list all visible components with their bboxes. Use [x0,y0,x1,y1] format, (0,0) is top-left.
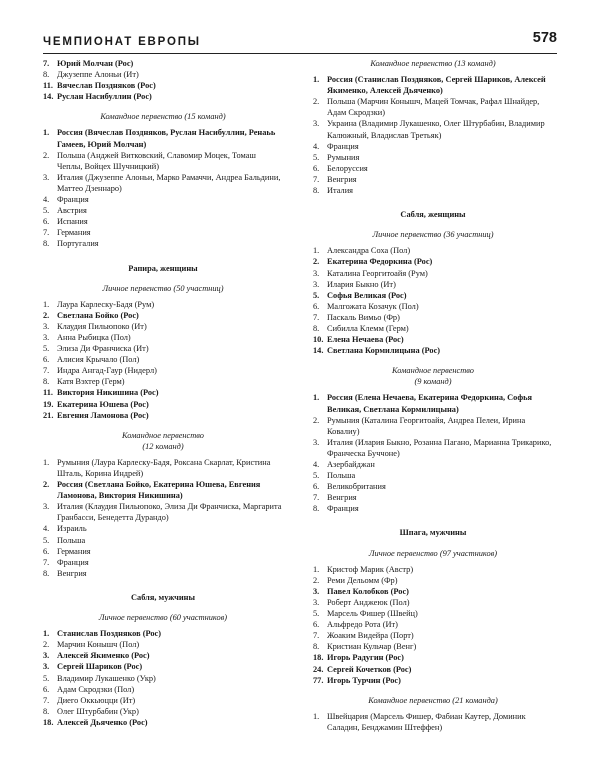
place-number: 3. [313,586,320,596]
result-text: Олег Штурбабин (Укр) [57,706,139,716]
result-text: Роберт Анджеюк (Пол) [327,597,410,607]
result-text: Индра Ангад-Гаур (Нидерл) [57,366,157,376]
result-text: Элиза Ди Франчиска (Ит) [57,344,149,354]
result-item [313,586,553,597]
result-text: Франция [327,141,359,151]
result-text: Польша (Анджей Витковский, Славомир Моцек, Томаш Чеплы, Войцех Шучницкий) [57,150,256,171]
result-item [313,711,553,733]
result-text: Румыния (Каталина Георгитоайя, Андреа Пелеи, Ирина Ковалиу) [327,415,526,436]
result-text: Катя Вэхтер (Герм) [57,377,125,387]
result-item [43,535,283,546]
result-item [43,69,283,80]
result-item [313,301,553,312]
result-text: Италия (Джузеппе Алоньи, Марко Рамаччи, Андреа Бальдини, Маттео Дзеннаро) [57,172,281,193]
place-number: 1. [313,246,320,256]
place-number: 6. [43,217,50,227]
result-item [43,557,283,568]
place-number: 2. [313,257,320,267]
result-item [43,310,283,321]
result-text: Румыния (Лаура Карлеску-Бадя, Роксана Скарлат, Кристина Шталь, Корина Индрей) [57,457,271,478]
result-item [43,387,283,398]
place-number: 7. [313,312,320,322]
place-number: 7. [43,557,50,567]
section-subtitle: Личное первенство (36 участниц) [372,230,494,240]
place-number: 5. [313,471,320,481]
result-item [313,323,553,334]
place-number: 3. [43,172,50,182]
result-text: Лаура Карлеску-Бадя (Рум) [57,299,155,309]
result-item [313,279,553,290]
result-item [43,91,283,102]
result-text: Руслан Насибуллин (Рос) [57,92,152,102]
result-item [43,457,283,479]
result-item [313,470,553,481]
place-number: 2. [43,150,50,160]
result-text: Светлана Кормилицына (Рос) [327,346,441,356]
place-number: 1. [313,564,320,574]
place-number: 5. [43,535,50,545]
section-subtitle: Командное первенство [122,430,204,440]
place-number: 2. [43,640,50,650]
result-text: Марчин Конышч (Пол) [57,640,140,650]
result-item [43,399,283,410]
place-number: 18. [43,717,54,727]
result-item [313,268,553,279]
place-number: 6. [43,546,50,556]
result-text: Италия (Илария Быкно, Розанна Пагано, Марианна Трикарико, Франческа Буччоне) [327,437,552,458]
result-item [313,597,553,608]
result-text: Виктория Никишина (Рос) [57,388,159,398]
place-number: 1. [313,75,320,85]
place-number: 7. [313,493,320,503]
result-text: Станислав Поздняков (Рос) [57,629,162,639]
result-text: Германия [57,228,91,238]
result-item [313,564,553,575]
place-number: 18. [313,653,324,663]
place-number: 4. [43,524,50,534]
result-item [313,185,553,196]
result-item [313,141,553,152]
result-item [313,503,553,514]
results-list [43,628,283,728]
result-text: Юрий Молчан (Рос) [57,59,134,68]
place-number: 6. [313,163,320,173]
result-text: Алексей Якименко (Рос) [57,651,150,661]
results-list [43,457,283,579]
result-item [43,127,283,149]
result-text: Паскаль Вимьо (Фр) [327,312,400,322]
section-title: Рапира, женщины [128,263,198,273]
result-item [43,706,283,717]
result-text: Каталина Георгитоайя (Рум) [327,268,428,278]
place-number: 2. [313,415,320,425]
result-text: Польша [57,535,86,545]
place-number: 5. [313,152,320,162]
result-item [43,194,283,205]
place-number: 3. [313,597,320,607]
results-list [43,299,283,421]
result-text: Софья Великая (Рос) [327,290,407,300]
result-item [313,630,553,641]
place-number: 8. [43,706,50,716]
place-number: 4. [43,195,50,205]
results-list [313,392,553,514]
place-number: 24. [313,664,324,674]
place-number: 7. [43,366,50,376]
place-number: 3. [313,279,320,289]
result-text: Евгения Ламонова (Рос) [57,410,149,420]
result-item [43,216,283,227]
page-header [43,30,557,52]
place-number: 6. [313,301,320,311]
result-text: Азербайджан [327,460,375,469]
place-number: 8. [313,642,320,652]
result-item [43,365,283,376]
result-item [43,376,283,387]
result-text: Россия (Станислав Поздняков, Сергей Шариков, Алексей Якименко, Алексей Дьяченко) [327,75,546,96]
result-item [313,290,553,301]
result-text: Марсель Фишер (Швейц) [327,609,418,619]
result-text: Кристиан Кульчар (Венг) [327,642,417,652]
place-number: 6. [43,355,50,365]
result-text: Венгрия [57,568,87,578]
result-item [43,58,283,69]
place-number: 6. [313,482,320,492]
result-item [43,343,283,354]
results-list [43,58,283,102]
place-number: 5. [43,673,50,683]
result-text: Португалия [57,239,99,249]
place-number: 1. [313,393,320,403]
result-item [313,459,553,470]
result-text: Польша (Марчин Конышч, Мацей Томчак, Рафал Шнайдер, Адам Скродзки) [327,97,540,118]
result-text: Малгожата Козачук (Пол) [327,301,419,311]
result-item [313,415,553,437]
result-item [43,717,283,728]
place-number: 14. [43,92,54,102]
result-item [313,152,553,163]
section-subtitle: Личное первенство (50 участниц) [102,283,224,293]
place-number: 4. [313,460,320,469]
place-number: 6. [43,684,50,694]
place-number: 7. [313,631,320,641]
result-text: Анна Рыбицка (Пол) [57,332,131,342]
result-item [43,568,283,579]
result-item [313,345,553,356]
result-item [43,205,283,216]
result-item [43,354,283,365]
place-number: 3. [43,651,50,661]
section-title: Сабля, женщины [400,210,466,220]
results-list [313,564,553,686]
result-item [43,695,283,706]
result-text: Екатерина Федоркина (Рос) [327,257,433,267]
result-item [313,664,553,675]
result-item [313,675,553,686]
result-text: Израиль [57,524,87,534]
place-number: 3. [43,321,50,331]
place-number: 3. [43,502,50,512]
result-text: Италия [327,186,354,196]
result-text: Игорь Радугин (Рос) [327,653,404,663]
result-text: Венгрия [327,174,357,184]
place-number: 5. [43,206,50,216]
result-text: Владимир Лукашенко (Укр) [57,673,156,683]
result-item [313,392,553,414]
result-text: Россия (Вячеслав Поздняков, Руслан Насибуллин, Ренаьь Гамеев, Юрий Молчан) [57,128,276,149]
result-text: Вячеслав Поздняков (Рос) [57,81,156,91]
result-item [43,628,283,639]
result-item [43,321,283,332]
place-number: 3. [43,662,50,672]
result-item [313,174,553,185]
result-text: Россия (Елена Нечаева, Екатерина Федоркина, Софья Великая, Светлана Кормилицына) [327,393,533,414]
place-number: 2. [313,97,320,107]
result-item [43,661,283,672]
place-number: 8. [43,377,50,387]
result-item [43,150,283,172]
result-item [313,437,553,459]
right-column [313,58,553,733]
section-subtitle: Командное первенство (15 команд) [100,112,226,122]
result-text: Германия [57,546,91,556]
result-text: Илария Быкно (Ит) [327,279,396,289]
result-text: Сергей Кочетков (Рос) [327,664,412,674]
result-item [313,163,553,174]
left-column [43,58,283,728]
place-number: 3. [43,332,50,342]
place-number: 5. [43,344,50,354]
result-text: Великобритания [327,482,386,492]
result-item [43,546,283,557]
result-text: Диего Оккьюцци (Ит) [57,695,136,705]
result-item [313,96,553,118]
section-subtitle: Командное первенство [392,366,474,376]
result-item [43,650,283,661]
result-item [43,172,283,194]
result-item [313,619,553,630]
result-text: Игорь Турчин (Рос) [327,675,401,685]
result-text: Реми Дельомм (Фр) [327,575,398,585]
results-list [43,127,283,249]
place-number: 5. [313,609,320,619]
result-text: Павел Колобков (Рос) [327,586,409,596]
result-text: Украина (Владимир Лукашенко, Олег Штурбабин, Владимир Калюжный, Владислав Третьяк) [327,119,545,140]
result-item [313,652,553,663]
result-text: Алисия Крычало (Пол) [57,355,140,365]
result-text: Елена Нечаева (Рос) [327,335,404,345]
result-text: Польша [327,471,356,481]
place-number: 8. [313,186,320,196]
section-subtitle: (12 команд) [142,441,184,451]
result-item [43,673,283,684]
result-text: Франция [57,195,89,205]
place-number: 7. [43,695,50,705]
result-item [43,501,283,523]
place-number: 2. [43,480,50,490]
result-item [43,80,283,91]
results-list [313,711,553,733]
place-number: 6. [313,620,320,630]
result-item [313,334,553,345]
place-number: 21. [43,410,54,420]
place-number: 1. [43,629,50,639]
results-list [313,245,553,356]
result-text: Екатерина Юшева (Рос) [57,399,149,409]
result-text: Франция [327,504,359,514]
place-number: 19. [43,399,54,409]
result-text: Александра Соха (Пол) [327,246,411,256]
section-subtitle: Личное первенство (60 участников) [98,613,228,623]
place-number: 1. [43,457,50,467]
result-text: Алексей Дьяченко (Рос) [57,717,148,727]
result-text: Клаудия Пильюпоко (Ит) [57,321,147,331]
place-number: 7. [43,59,50,68]
result-item [313,492,553,503]
result-text: Белоруссия [327,163,368,173]
result-text: Швейцария (Марсель Фишер, Фабиан Каутер, Доминик Саладин, Бенджамин Штеффен) [327,711,526,732]
result-text: Адам Скродзки (Пол) [57,684,135,694]
page-number: 578 [532,30,557,46]
place-number: 1. [313,711,320,721]
place-number: 8. [313,504,320,514]
section-title: Шпага, мужчины [399,528,467,538]
place-number: 2. [313,575,320,585]
result-item [43,299,283,310]
result-item [313,256,553,267]
place-number: 8. [43,568,50,578]
result-text: Венгрия [327,493,357,503]
result-item [43,410,283,421]
place-number: 2. [43,310,50,320]
result-item [313,641,553,652]
result-text: Испания [57,217,88,227]
result-item [43,238,283,249]
result-text: Италия (Клаудия Пильюпоко, Элиза Ди Франчиска, Маргарита Гранбасси, Бенедетта Дурандо) [57,502,282,523]
result-text: Кристоф Марик (Австр) [327,564,414,574]
results-list [313,74,553,196]
place-number: 3. [313,119,320,129]
result-text: Сибилла Клемм (Герм) [327,323,409,333]
section-subtitle: Командное первенство (21 команда) [368,695,498,705]
result-item [313,118,553,140]
result-item [43,639,283,650]
place-number: 8. [313,323,320,333]
place-number: 4. [313,141,320,151]
place-number: 77. [313,675,324,685]
result-text: Россия (Светлана Бойко, Екатерина Юшева, Евгения Ламонова, Виктория Никишина) [57,480,261,501]
place-number: 14. [313,346,324,356]
place-number: 3. [313,268,320,278]
section-subtitle: Командное первенство (13 команд) [370,59,496,68]
result-item [43,332,283,343]
result-item [43,227,283,238]
place-number: 7. [313,174,320,184]
place-number: 8. [43,239,50,249]
result-item [313,74,553,96]
result-text: Альфредо Рота (Ит) [327,620,398,630]
place-number: 1. [43,299,50,309]
place-number: 3. [313,437,320,447]
result-item [43,479,283,501]
result-item [313,608,553,619]
section-subtitle: Личное первенство (97 участников) [368,548,498,558]
place-number: 7. [43,228,50,238]
result-text: Сергей Шариков (Рос) [57,662,143,672]
place-number: 10. [313,335,324,345]
section-subtitle: (9 команд) [414,377,452,387]
running-title: ЧЕМПИОНАТ ЕВРОПЫ [43,36,201,48]
result-text: Светлана Бойко (Рос) [57,310,139,320]
result-text: Австрия [57,206,87,216]
result-item [313,481,553,492]
result-text: Жоаким Видейра (Порт) [327,631,414,641]
result-item [313,245,553,256]
place-number: 8. [43,70,50,80]
place-number: 1. [43,128,50,138]
place-number: 5. [313,290,320,300]
result-item [313,312,553,323]
place-number: 11. [43,388,53,398]
header-rule [43,53,557,54]
result-item [43,684,283,695]
result-item [43,523,283,534]
result-item [313,575,553,586]
result-text: Джузеппе Алоньи (Ит) [57,70,139,80]
result-text: Румыния [327,152,360,162]
result-text: Франция [57,557,89,567]
section-title: Сабля, мужчины [131,592,195,602]
place-number: 11. [43,81,53,91]
